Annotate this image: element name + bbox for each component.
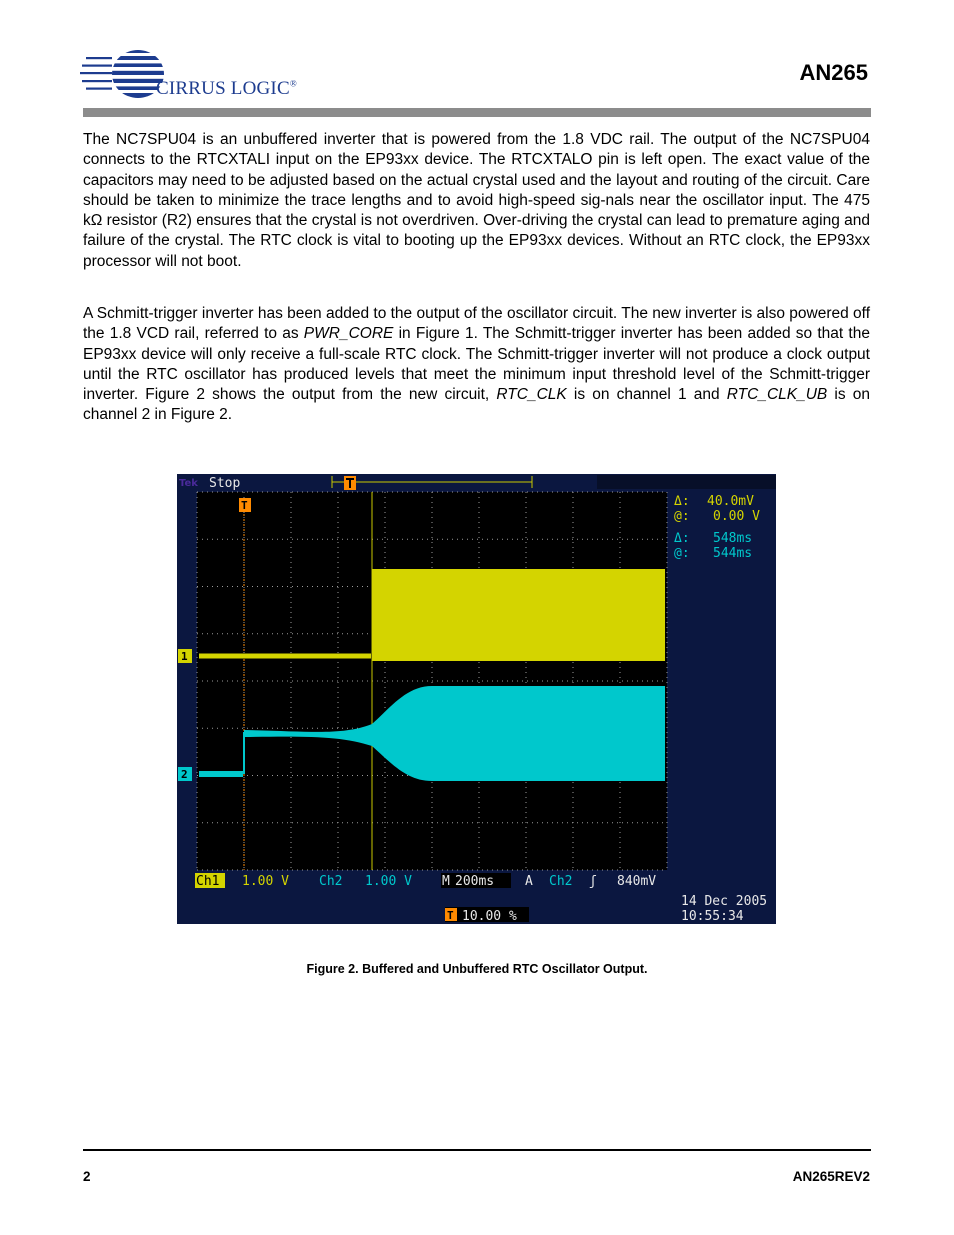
svg-text:0.00 V: 0.00 V xyxy=(713,509,760,524)
svg-text:2: 2 xyxy=(181,768,188,781)
scope-brand: Tek xyxy=(179,478,198,489)
svg-text:1: 1 xyxy=(181,650,188,663)
ch1-scale: 1.00 V xyxy=(242,874,289,889)
trigger-position: 10.00 % xyxy=(462,909,517,924)
svg-text:Δ:: Δ: xyxy=(674,494,690,509)
trigger-source: Ch2 xyxy=(549,874,573,889)
italic-term: RTC_CLK xyxy=(496,386,567,404)
italic-term: RTC_CLK_UB xyxy=(726,386,828,404)
ch2-label: Ch2 xyxy=(319,874,343,889)
document-revision: AN265REV2 xyxy=(792,1169,870,1184)
svg-text:Δ:: Δ: xyxy=(674,531,690,546)
ch1-trace-clock xyxy=(372,569,665,661)
svg-text:40.0mV: 40.0mV xyxy=(707,494,754,509)
svg-text:T: T xyxy=(447,909,454,922)
text-run: in Figure 1. The Schmitt-trigger inverter has been added so that the EP93xx device will only receive a full-scale RTC clock. The Schmitt-trigger inverter will not produce a clock output until the RTC oscillator has produced levels that meet the minimum input threshold level of the Schmitt-trigger inverter. Figure 2 shows the output from the new circuit, xyxy=(83,325,870,404)
svg-text:@:: @: xyxy=(674,509,690,524)
ch1-label: Ch1 xyxy=(196,874,220,889)
run-state: Stop xyxy=(209,476,241,491)
timebase-label: M xyxy=(442,874,450,889)
header-rule xyxy=(83,108,871,117)
oscilloscope-screenshot xyxy=(177,474,776,924)
svg-text:544ms: 544ms xyxy=(713,546,753,561)
document-id: AN265 xyxy=(799,60,868,85)
italic-term: PWR_CORE xyxy=(303,325,394,343)
text-run: A Schmitt-trigger inverter has been added to the output of the oscillator circuit. The new inverter is also powered off the 1.8 VCD rail, referred to as xyxy=(83,305,870,343)
body-paragraph-1 xyxy=(83,130,870,272)
scope-date: 14 Dec 2005 xyxy=(681,894,768,909)
trigger-level: 840mV xyxy=(617,874,657,889)
svg-text:548ms: 548ms xyxy=(713,531,753,546)
brand-name: CIRRUS LOGIC® xyxy=(156,78,297,99)
trigger-slope-icon: ʃ xyxy=(589,874,597,889)
svg-text:T: T xyxy=(241,499,248,512)
trigger-label: A xyxy=(525,874,533,889)
scope-time: 10:55:34 xyxy=(681,909,744,924)
text-run: is on channel 2 in Figure 2. xyxy=(83,386,870,424)
svg-text:@:: @: xyxy=(674,546,690,561)
footer-rule xyxy=(83,1149,871,1151)
ch2-scale: 1.00 V xyxy=(365,874,412,889)
body-paragraph-2 xyxy=(83,304,870,426)
figure-caption: Figure 2. Buffered and Unbuffered RTC Oscillator Output. xyxy=(306,962,648,976)
text-run: The NC7SPU04 is an unbuffered inverter that is powered from the 1.8 VDC rail. The output of the NC7SPU04 connects to the RTCXTALI input on the EP93xx device. The RTCXTALO pin is left open. The exact value of the capacitors may need to be adjusted based on the actual crystal used and the layout and routing of the circuit. Care should be taken to minimize the trace lengths and to avoid high-speed sig-nals near the oscillator input. The 475 kΩ resistor (R2) ensures that the crystal is not overdriven. Over-driving the crystal can lead to premature aging and failure of the crystal. The RTC clock is vital to booting up the EP93xx devices. Without an RTC clock, the EP93xx processor will not boot. xyxy=(83,131,870,270)
timebase: 200ms xyxy=(455,874,495,889)
text-run: is on channel 1 and xyxy=(566,386,727,404)
page-number: 2 xyxy=(83,1169,91,1184)
